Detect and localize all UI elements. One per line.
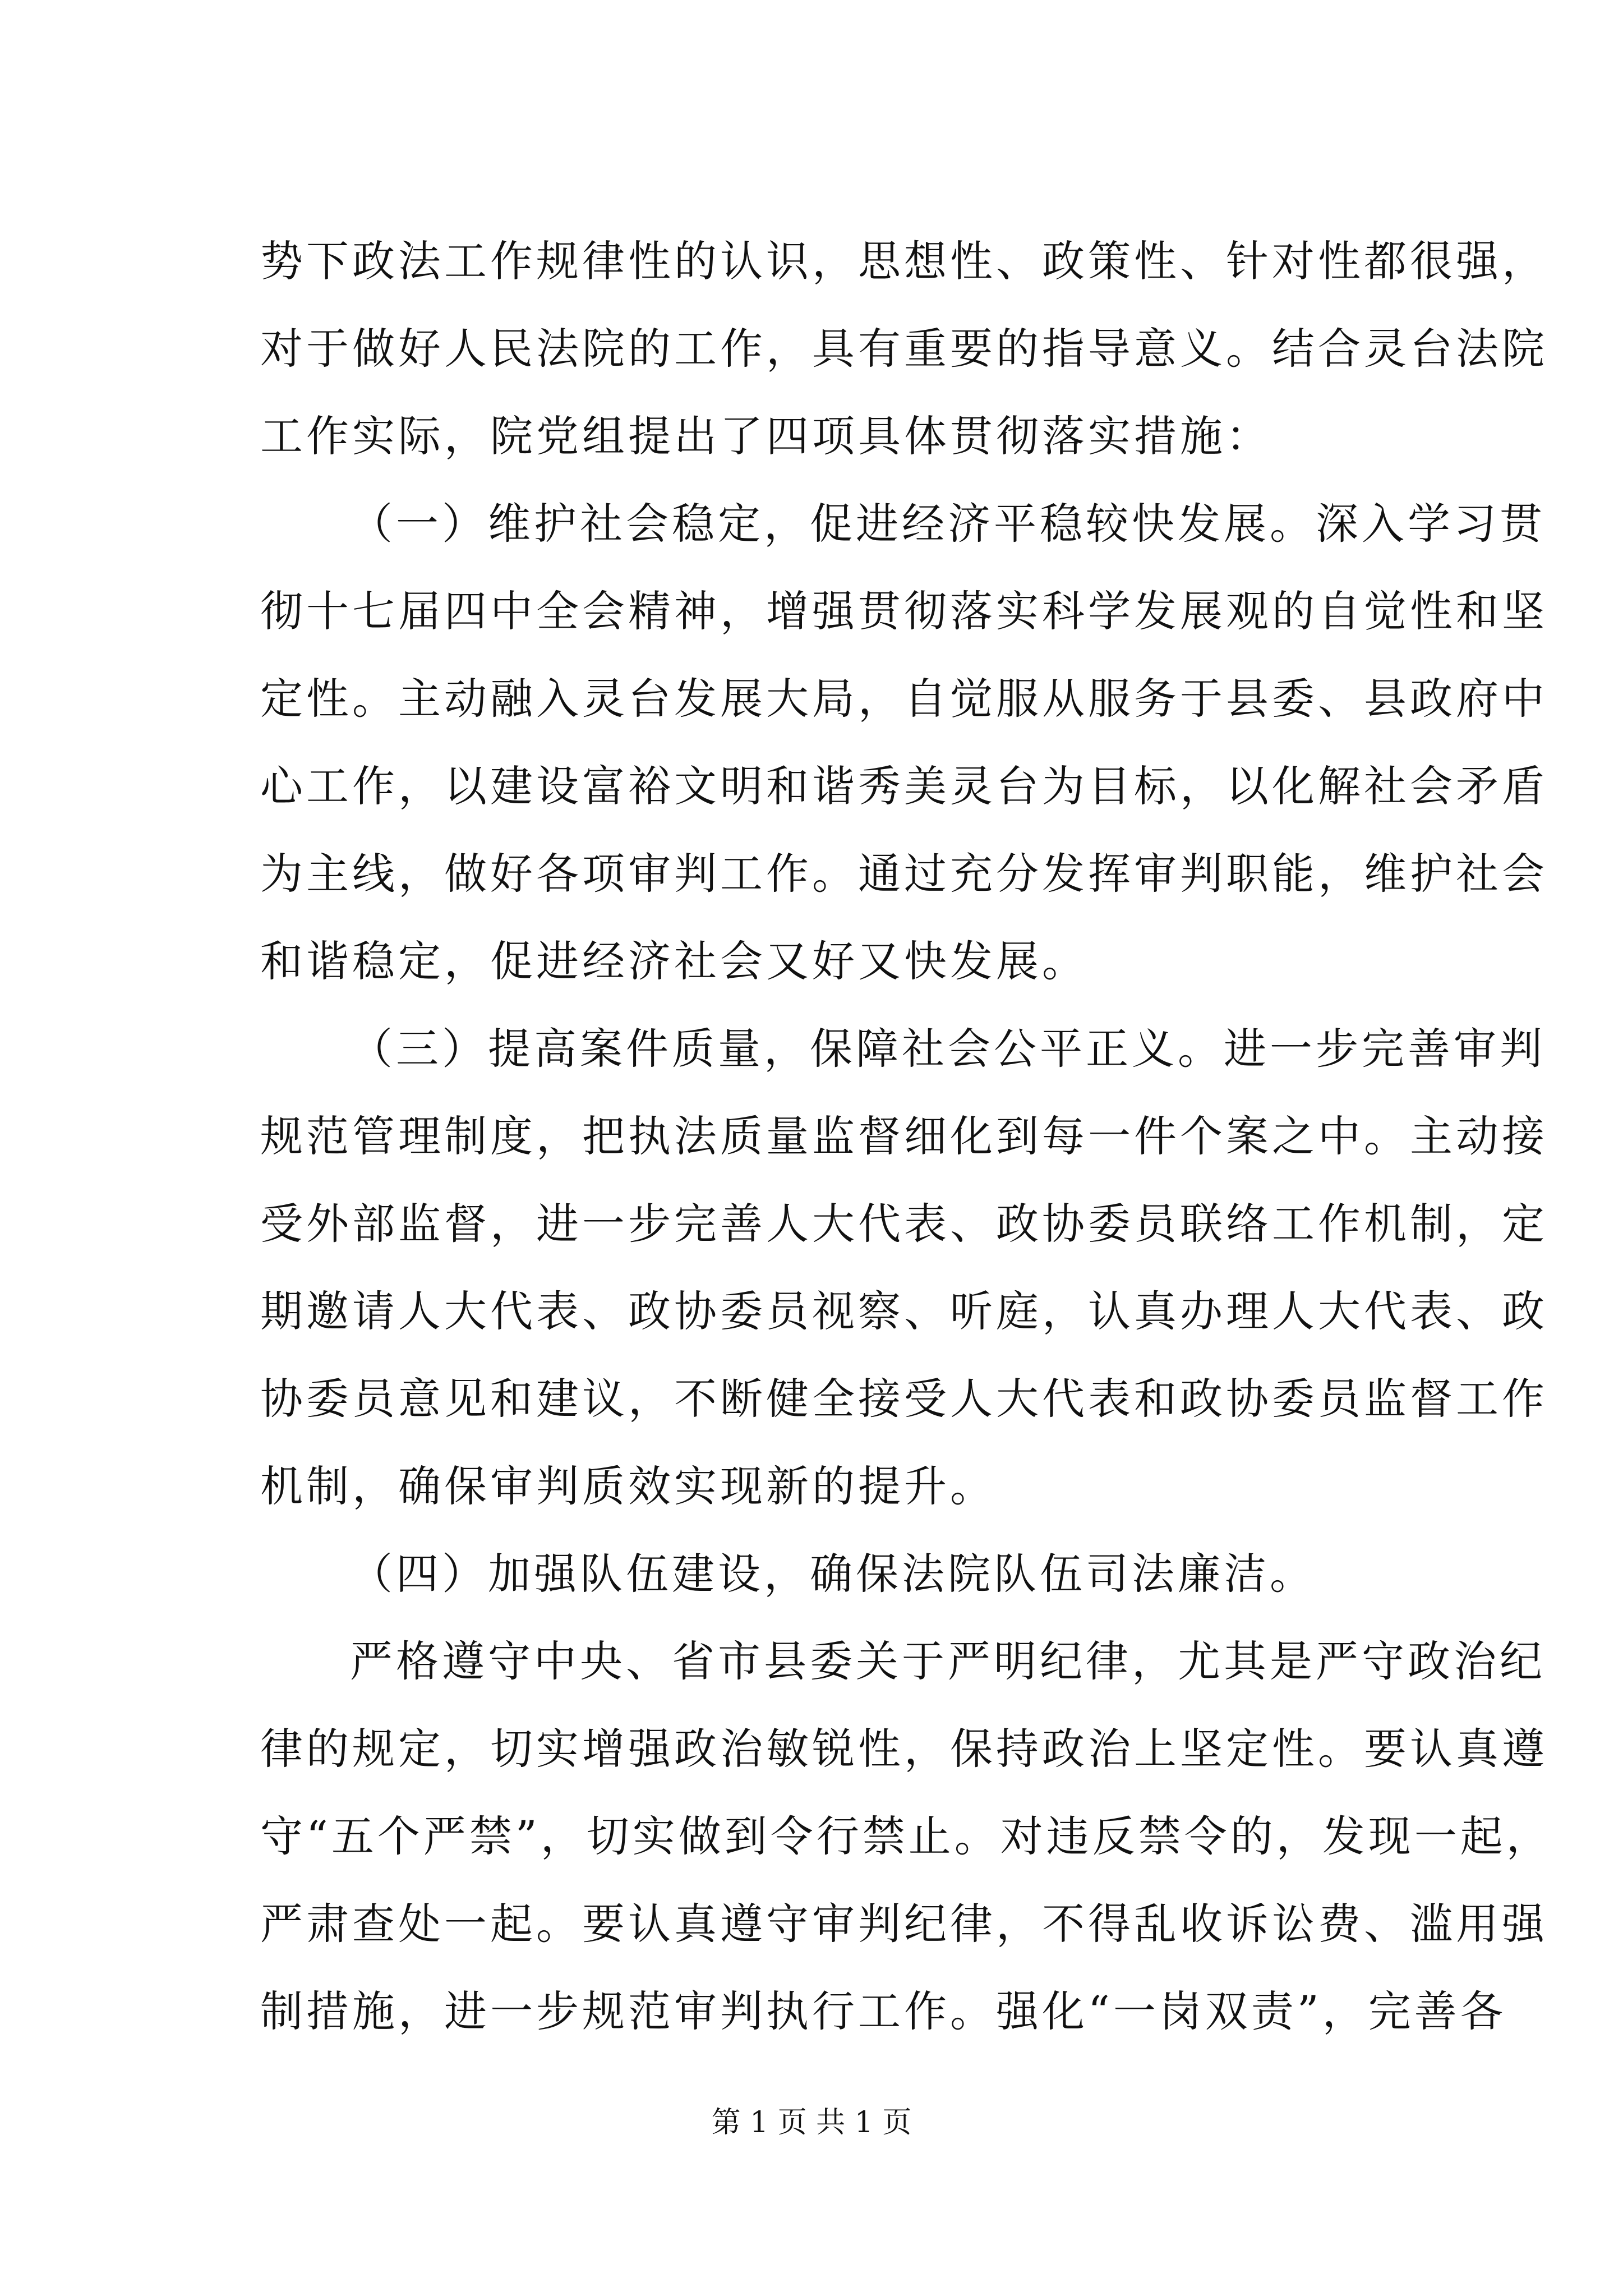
text-line: 和谐稳定，促进经济社会又好又快发展。 — [260, 936, 1088, 986]
paragraph-heading-4: （四）加强队伍建设，确保法院队伍司法廉洁。 — [350, 1549, 1316, 1599]
text-line: 受外部监督，进一步完善人大代表、政协委员联络工作机制，定 — [260, 1199, 1548, 1249]
text-line: 机制，确保审判质效实现新的提升。 — [260, 1461, 996, 1511]
text-line: 严格遵守中央、省市县委关于严明纪律，尤其是严守政治纪 — [350, 1636, 1546, 1686]
text-line: 制措施，进一步规范审判执行工作。强化“一岗双责”，完善各 — [260, 1986, 1506, 2036]
text-line: 为主线，做好各项审判工作。通过充分发挥审判职能，维护社会 — [260, 849, 1548, 899]
text-line: 定性。主动融入灵台发展大局，自觉服从服务于县委、县政府中 — [260, 674, 1548, 724]
text-line: 心工作，以建设富裕文明和谐秀美灵台为目标，以化解社会矛盾 — [260, 761, 1548, 811]
text-line: 势下政法工作规律性的认识，思想性、政策性、针对性都很强， — [260, 236, 1548, 286]
paragraph-heading-3: （三）提高案件质量，保障社会公平正义。进一步完善审判 — [350, 1024, 1546, 1074]
text-line: 彻十七届四中全会精神，增强贯彻落实科学发展观的自觉性和坚 — [260, 586, 1548, 636]
text-line: 守“五个严禁”，切实做到令行禁止。对违反禁令的，发现一起， — [260, 1811, 1552, 1861]
text-line: 律的规定，切实增强政治敏锐性，保持政治上坚定性。要认真遵 — [260, 1724, 1548, 1774]
text-line: 协委员意见和建议，不断健全接受人大代表和政协委员监督工作 — [260, 1374, 1548, 1424]
text-line: 对于做好人民法院的工作，具有重要的指导意义。结合灵台法院 — [260, 324, 1548, 374]
text-line: 工作实际，院党组提出了四项具体贯彻落实措施： — [260, 411, 1272, 461]
paragraph-heading-1: （一）维护社会稳定，促进经济平稳较快发展。深入学习贯 — [350, 499, 1546, 549]
page-number-footer: 第 1 页 共 1 页 — [711, 2106, 912, 2139]
text-line: 期邀请人大代表、政协委员视察、听庭，认真办理人大代表、政 — [260, 1286, 1548, 1336]
text-line: 严肃查处一起。要认真遵守审判纪律，不得乱收诉讼费、滥用强 — [260, 1899, 1548, 1949]
text-line: 规范管理制度，把执法质量监督细化到每一件个案之中。主动接 — [260, 1111, 1548, 1161]
